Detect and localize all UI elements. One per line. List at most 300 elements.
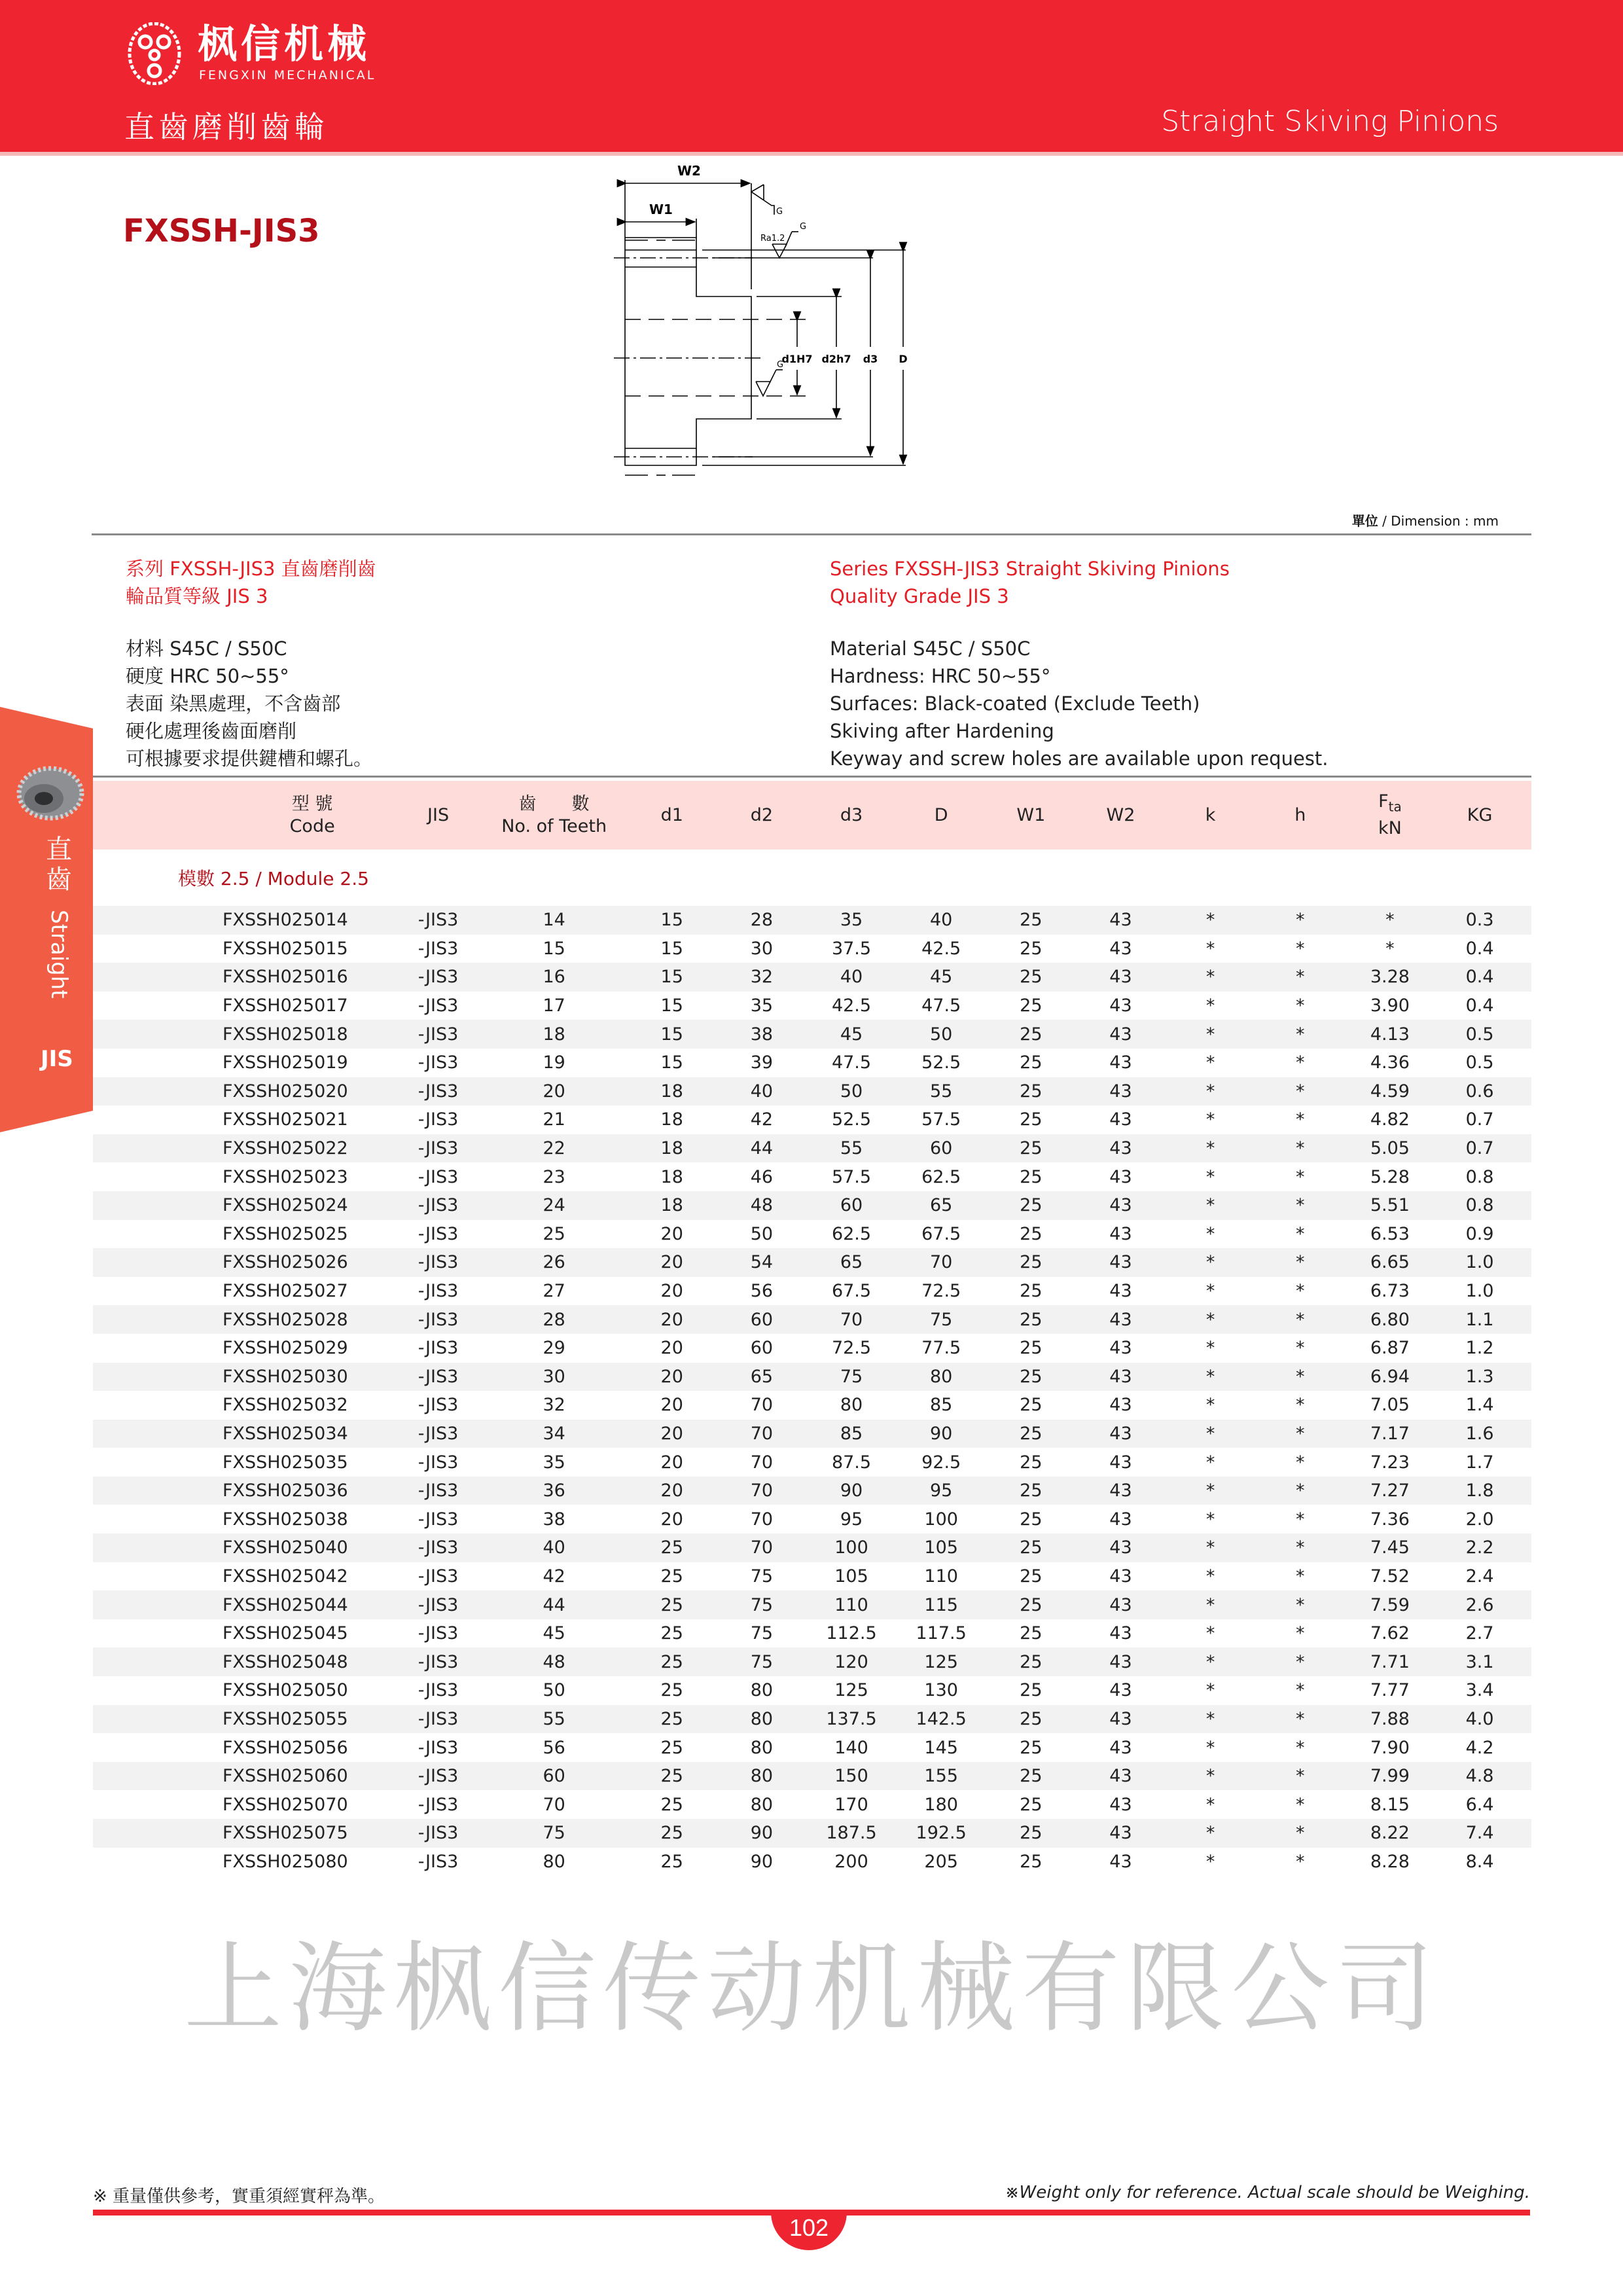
cell-h: * — [1296, 1823, 1305, 1844]
desc-cn-hardness: 硬度 HRC 50~55° — [126, 665, 289, 687]
cell-d1: 20 — [660, 1395, 683, 1416]
th-D: D — [934, 804, 948, 825]
cell-h: * — [1296, 1794, 1305, 1815]
cell-w1: 25 — [1020, 1138, 1043, 1159]
table-row — [93, 1191, 1531, 1220]
cell-d2: 40 — [750, 1081, 774, 1102]
cell-k: * — [1205, 1281, 1215, 1302]
cell-h: * — [1296, 1223, 1305, 1244]
cell-w2: 43 — [1109, 1338, 1132, 1359]
cell-k: * — [1205, 1423, 1215, 1444]
cell-code: FXSSH025015 — [223, 938, 348, 959]
cell-teeth: 23 — [543, 1166, 565, 1187]
cell-fta: 7.52 — [1370, 1566, 1410, 1587]
cell-jis: -JIS3 — [418, 996, 459, 1016]
cell-jis: -JIS3 — [418, 1338, 459, 1359]
cell-k: * — [1205, 1708, 1215, 1729]
th-fta-sub: ta — [1388, 798, 1402, 815]
cell-kg: 0.3 — [1465, 910, 1494, 931]
cell-d1: 20 — [660, 1281, 683, 1302]
cell-code: FXSSH025017 — [223, 996, 348, 1016]
table-row — [93, 1448, 1531, 1477]
cell-fta: 7.62 — [1370, 1623, 1410, 1644]
cell-d3: 125 — [834, 1680, 868, 1701]
cell-kg: 6.4 — [1465, 1794, 1494, 1815]
cell-w2: 43 — [1109, 1594, 1132, 1615]
cell-code: FXSSH025025 — [223, 1223, 348, 1244]
cell-w2: 43 — [1109, 1109, 1132, 1130]
table-row — [93, 1105, 1531, 1134]
cell-code: FXSSH025019 — [223, 1052, 348, 1073]
cell-d1: 25 — [660, 1623, 683, 1644]
cell-kg: 8.4 — [1465, 1851, 1494, 1872]
cell-teeth: 45 — [543, 1623, 565, 1644]
label-d1: d1H7 — [781, 353, 813, 365]
cell-w2: 43 — [1109, 1195, 1132, 1216]
cell-h: * — [1296, 1566, 1305, 1587]
cell-h: * — [1296, 938, 1305, 959]
cell-jis: -JIS3 — [418, 1423, 459, 1444]
cell-k: * — [1205, 1680, 1215, 1701]
cell-code: FXSSH025056 — [223, 1737, 348, 1758]
desc-en-hardness: Hardness: HRC 50~55° — [830, 665, 1051, 687]
cell-D: 57.5 — [921, 1109, 961, 1130]
brand-name-cn: 枫信机械 — [198, 22, 370, 67]
cell-w1: 25 — [1020, 1708, 1043, 1729]
desc-en-material: Material S45C / S50C — [830, 637, 1031, 660]
cell-h: * — [1296, 1166, 1305, 1187]
cell-teeth: 56 — [543, 1737, 565, 1758]
cell-w2: 43 — [1109, 938, 1132, 959]
cell-code: FXSSH025016 — [223, 967, 348, 988]
cell-w1: 25 — [1020, 996, 1043, 1016]
table-row — [93, 935, 1531, 963]
table-row — [93, 1590, 1531, 1619]
cell-teeth: 14 — [543, 910, 565, 931]
cell-d1: 15 — [660, 1024, 683, 1045]
cell-d2: 48 — [750, 1195, 774, 1216]
pinion-dimension-diagram — [589, 151, 1047, 543]
cell-k: * — [1205, 938, 1215, 959]
cell-d3: 40 — [840, 967, 863, 988]
cell-code: FXSSH025014 — [223, 910, 348, 931]
table-row — [93, 1162, 1531, 1191]
cell-jis: -JIS3 — [418, 1566, 459, 1587]
cell-jis: -JIS3 — [418, 967, 459, 988]
brand-name-en: FENGXIN MECHANICAL — [199, 68, 376, 82]
th-w2: W2 — [1106, 804, 1135, 825]
cell-jis: -JIS3 — [418, 1395, 459, 1416]
cell-d2: 80 — [750, 1680, 774, 1701]
cell-k: * — [1205, 1823, 1215, 1844]
cell-d1: 20 — [660, 1423, 683, 1444]
cell-h: * — [1296, 1024, 1305, 1045]
cell-d3: 75 — [840, 1366, 863, 1387]
cell-d3: 110 — [834, 1594, 868, 1615]
cell-teeth: 80 — [543, 1851, 565, 1872]
cell-D: 145 — [924, 1737, 958, 1758]
cell-d2: 32 — [750, 967, 774, 988]
cell-fta: * — [1385, 938, 1395, 959]
cell-k: * — [1205, 1537, 1215, 1558]
side-tab-cn-2: 齒 — [46, 865, 72, 895]
cell-fta: * — [1385, 910, 1395, 931]
th-jis: JIS — [427, 804, 450, 825]
cell-teeth: 75 — [543, 1823, 565, 1844]
cell-d1: 25 — [660, 1651, 683, 1672]
cell-d2: 80 — [750, 1708, 774, 1729]
cell-fta: 7.36 — [1370, 1509, 1410, 1530]
cell-d1: 25 — [660, 1823, 683, 1844]
cell-jis: -JIS3 — [418, 1452, 459, 1473]
cell-code: FXSSH025044 — [223, 1594, 348, 1615]
cell-d1: 25 — [660, 1566, 683, 1587]
cell-d2: 90 — [750, 1823, 774, 1844]
cell-w2: 43 — [1109, 910, 1132, 931]
table-row — [93, 1676, 1531, 1705]
table-row — [93, 1334, 1531, 1363]
cell-kg: 2.7 — [1465, 1623, 1494, 1644]
cell-k: * — [1205, 1566, 1215, 1587]
cell-d2: 46 — [750, 1166, 774, 1187]
cell-d2: 38 — [750, 1024, 774, 1045]
cell-d1: 20 — [660, 1366, 683, 1387]
cell-jis: -JIS3 — [418, 1195, 459, 1216]
table-body — [93, 906, 1531, 1876]
cell-w2: 43 — [1109, 1766, 1132, 1787]
desc-en-grade: Quality Grade JIS 3 — [830, 585, 1009, 607]
cell-d3: 112.5 — [826, 1623, 877, 1644]
table-row — [93, 1277, 1531, 1306]
cell-h: * — [1296, 1651, 1305, 1672]
cell-D: 130 — [924, 1680, 958, 1701]
cell-k: * — [1205, 1223, 1215, 1244]
table-row — [93, 1363, 1531, 1391]
cell-h: * — [1296, 1309, 1305, 1330]
cell-w1: 25 — [1020, 1623, 1043, 1644]
cell-w2: 43 — [1109, 1166, 1132, 1187]
side-tab-jis: JIS — [41, 1046, 73, 1072]
table-row — [93, 1049, 1531, 1077]
th-d3: d3 — [840, 804, 863, 825]
cell-h: * — [1296, 1338, 1305, 1359]
cell-d2: 56 — [750, 1281, 774, 1302]
cell-fta: 4.59 — [1370, 1081, 1410, 1102]
cell-fta: 4.13 — [1370, 1024, 1410, 1045]
cell-fta: 5.28 — [1370, 1166, 1410, 1187]
cell-D: 52.5 — [921, 1052, 961, 1073]
cell-teeth: 30 — [543, 1366, 565, 1387]
cell-w2: 43 — [1109, 1309, 1132, 1330]
watermark — [93, 1898, 1531, 2094]
cell-k: * — [1205, 996, 1215, 1016]
cell-kg: 1.3 — [1465, 1366, 1494, 1387]
cell-d3: 35 — [840, 910, 863, 931]
cell-h: * — [1296, 1452, 1305, 1473]
cell-k: * — [1205, 1395, 1215, 1416]
cell-teeth: 38 — [543, 1509, 565, 1530]
cell-teeth: 20 — [543, 1081, 565, 1102]
cell-k: * — [1205, 1166, 1215, 1187]
cell-w2: 43 — [1109, 1737, 1132, 1758]
cell-d2: 35 — [750, 996, 774, 1016]
module-row — [93, 850, 1531, 906]
cell-k: * — [1205, 967, 1215, 988]
cell-d1: 15 — [660, 996, 683, 1016]
cell-h: * — [1296, 1708, 1305, 1729]
cell-kg: 0.9 — [1465, 1223, 1494, 1244]
cell-D: 70 — [929, 1252, 953, 1273]
cell-fta: 7.99 — [1370, 1766, 1410, 1787]
cell-d1: 20 — [660, 1223, 683, 1244]
cell-d1: 18 — [660, 1081, 683, 1102]
cell-D: 110 — [924, 1566, 958, 1587]
cell-d1: 18 — [660, 1195, 683, 1216]
cell-h: * — [1296, 1680, 1305, 1701]
desc-en-series: Series FXSSH-JIS3 Straight Skiving Pinions — [830, 558, 1230, 580]
th-fta — [1352, 791, 1428, 840]
cell-D: 92.5 — [921, 1452, 961, 1473]
cell-jis: -JIS3 — [418, 1309, 459, 1330]
cell-code: FXSSH025021 — [223, 1109, 348, 1130]
divider-top — [92, 533, 1531, 535]
cell-code: FXSSH025050 — [223, 1680, 348, 1701]
cell-w1: 25 — [1020, 1195, 1043, 1216]
th-teeth-cn: 齒 數 — [518, 793, 590, 814]
cell-d3: 85 — [840, 1423, 863, 1444]
cell-d3: 150 — [834, 1766, 868, 1787]
cell-d3: 52.5 — [831, 1109, 872, 1130]
cell-jis: -JIS3 — [418, 1281, 459, 1302]
cell-kg: 0.4 — [1465, 996, 1494, 1016]
cell-w2: 43 — [1109, 1252, 1132, 1273]
cell-fta: 7.45 — [1370, 1537, 1410, 1558]
cell-kg: 1.6 — [1465, 1423, 1494, 1444]
cell-w1: 25 — [1020, 1566, 1043, 1587]
desc-en-keyway: Keyway and screw holes are available upon request. — [830, 747, 1329, 770]
cell-w2: 43 — [1109, 1281, 1132, 1302]
table-row — [93, 1848, 1531, 1876]
cell-h: * — [1296, 1480, 1305, 1501]
cell-jis: -JIS3 — [418, 938, 459, 959]
cell-d3: 42.5 — [831, 996, 872, 1016]
cell-d2: 80 — [750, 1766, 774, 1787]
cell-d3: 90 — [840, 1480, 863, 1501]
table-row — [93, 1420, 1531, 1448]
desc-en-process: Skiving after Hardening — [830, 720, 1054, 742]
cell-D: 155 — [924, 1766, 958, 1787]
cell-d2: 42 — [750, 1109, 774, 1130]
cell-d1: 20 — [660, 1338, 683, 1359]
cell-w1: 25 — [1020, 1766, 1043, 1787]
cell-d3: 100 — [834, 1537, 868, 1558]
cell-w2: 43 — [1109, 1223, 1132, 1244]
cell-k: * — [1205, 1623, 1215, 1644]
cell-jis: -JIS3 — [418, 1024, 459, 1045]
cell-h: * — [1296, 1366, 1305, 1387]
cell-d3: 105 — [834, 1566, 868, 1587]
cell-k: * — [1205, 1480, 1215, 1501]
cell-d3: 170 — [834, 1794, 868, 1815]
cell-kg: 0.7 — [1465, 1138, 1494, 1159]
cell-teeth: 18 — [543, 1024, 565, 1045]
cell-w2: 43 — [1109, 1452, 1132, 1473]
cell-code: FXSSH025038 — [223, 1509, 348, 1530]
cell-d1: 15 — [660, 938, 683, 959]
cell-w2: 43 — [1109, 1081, 1132, 1102]
cell-w2: 43 — [1109, 1823, 1132, 1844]
cell-code: FXSSH025026 — [223, 1252, 348, 1273]
cell-jis: -JIS3 — [418, 1766, 459, 1787]
cell-fta: 4.36 — [1370, 1052, 1410, 1073]
cell-jis: -JIS3 — [418, 1651, 459, 1672]
cell-k: * — [1205, 1366, 1215, 1387]
cell-k: * — [1205, 1651, 1215, 1672]
cell-teeth: 25 — [543, 1223, 565, 1244]
cell-w2: 43 — [1109, 1024, 1132, 1045]
cell-w2: 43 — [1109, 1680, 1132, 1701]
cell-w1: 25 — [1020, 1166, 1043, 1187]
cell-kg: 1.1 — [1465, 1309, 1494, 1330]
cell-teeth: 36 — [543, 1480, 565, 1501]
cell-kg: 1.7 — [1465, 1452, 1494, 1473]
table-row — [93, 1134, 1531, 1163]
cell-code: FXSSH025036 — [223, 1480, 348, 1501]
table-row — [93, 1305, 1531, 1334]
cell-w2: 43 — [1109, 996, 1132, 1016]
footnote-cn: ※ 重量僅供參考，實重須經實秤為準。 — [93, 2187, 385, 2206]
cell-d2: 70 — [750, 1537, 774, 1558]
table-row — [93, 1562, 1531, 1591]
cell-jis: -JIS3 — [418, 1109, 459, 1130]
cell-d3: 95 — [840, 1509, 863, 1530]
cell-d1: 15 — [660, 1052, 683, 1073]
cell-w1: 25 — [1020, 1423, 1043, 1444]
label-d3: d3 — [863, 353, 878, 365]
table-row — [93, 1705, 1531, 1734]
table-row — [93, 1477, 1531, 1505]
cell-D: 40 — [929, 910, 953, 931]
cell-d3: 67.5 — [831, 1281, 872, 1302]
cell-w2: 43 — [1109, 1851, 1132, 1872]
cell-d2: 90 — [750, 1851, 774, 1872]
desc-cn-surface: 表面 染黑處理，不含齒部 — [126, 692, 341, 715]
header-title-cn: 直齒磨削齒輪 — [124, 109, 329, 145]
cell-d2: 75 — [750, 1594, 774, 1615]
cell-fta: 7.71 — [1370, 1651, 1410, 1672]
cell-d2: 60 — [750, 1338, 774, 1359]
cell-h: * — [1296, 1623, 1305, 1644]
cell-jis: -JIS3 — [418, 1594, 459, 1615]
cell-fta: 8.15 — [1370, 1794, 1410, 1815]
desc-cn-series: 系列 FXSSH-JIS3 直齒磨削齒 — [126, 558, 376, 580]
cell-teeth: 44 — [543, 1594, 565, 1615]
cell-code: FXSSH025024 — [223, 1195, 348, 1216]
table-row — [93, 1619, 1531, 1648]
cell-D: 75 — [929, 1309, 953, 1330]
cell-h: * — [1296, 1851, 1305, 1872]
label-g-ra: G — [800, 222, 807, 232]
cell-w1: 25 — [1020, 1252, 1043, 1273]
cell-w1: 25 — [1020, 1651, 1043, 1672]
cell-fta: 6.53 — [1370, 1223, 1410, 1244]
cell-teeth: 29 — [543, 1338, 565, 1359]
cell-h: * — [1296, 1109, 1305, 1130]
cell-d3: 45 — [840, 1024, 863, 1045]
module-label: 模數 2.5 / Module 2.5 — [178, 868, 369, 889]
cell-d1: 25 — [660, 1594, 683, 1615]
th-fta-main: F — [1378, 791, 1389, 812]
cell-d3: 80 — [840, 1395, 863, 1416]
cell-fta: 7.27 — [1370, 1480, 1410, 1501]
cell-d2: 75 — [750, 1651, 774, 1672]
cell-kg: 2.6 — [1465, 1594, 1494, 1615]
th-code-en: Code — [289, 816, 335, 836]
cell-jis: -JIS3 — [418, 1623, 459, 1644]
cell-k: * — [1205, 1338, 1215, 1359]
cell-k: * — [1205, 1766, 1215, 1787]
cell-h: * — [1296, 996, 1305, 1016]
cell-d2: 39 — [750, 1052, 774, 1073]
cell-jis: -JIS3 — [418, 1052, 459, 1073]
cell-teeth: 34 — [543, 1423, 565, 1444]
table-row — [93, 1534, 1531, 1562]
cell-D: 85 — [929, 1395, 953, 1416]
cell-teeth: 24 — [543, 1195, 565, 1216]
unit-label — [1352, 511, 1499, 529]
cell-d3: 87.5 — [831, 1452, 872, 1473]
cell-D: 90 — [929, 1423, 953, 1444]
cell-d2: 28 — [750, 910, 774, 931]
cell-teeth: 32 — [543, 1395, 565, 1416]
cell-h: * — [1296, 1052, 1305, 1073]
cell-code: FXSSH025018 — [223, 1024, 348, 1045]
cell-fta: 6.73 — [1370, 1281, 1410, 1302]
cell-k: * — [1205, 910, 1215, 931]
cell-d3: 57.5 — [831, 1166, 872, 1187]
cell-d2: 75 — [750, 1566, 774, 1587]
cell-teeth: 21 — [543, 1109, 565, 1130]
cell-jis: -JIS3 — [418, 1680, 459, 1701]
cell-d3: 50 — [840, 1081, 863, 1102]
cell-kg: 7.4 — [1465, 1823, 1494, 1844]
th-teeth-en: No. of Teeth — [501, 816, 607, 836]
cell-jis: -JIS3 — [418, 1252, 459, 1273]
cell-d3: 60 — [840, 1195, 863, 1216]
cell-d2: 70 — [750, 1423, 774, 1444]
cell-jis: -JIS3 — [418, 1737, 459, 1758]
cell-h: * — [1296, 1423, 1305, 1444]
table-row — [93, 1505, 1531, 1534]
side-tab-en: Straight — [46, 910, 72, 999]
cell-fta: 5.51 — [1370, 1195, 1410, 1216]
cell-code: FXSSH025035 — [223, 1452, 348, 1473]
table-row — [93, 1248, 1531, 1277]
cell-code: FXSSH025032 — [223, 1395, 348, 1416]
cell-fta: 3.90 — [1370, 996, 1410, 1016]
cell-kg: 1.2 — [1465, 1338, 1494, 1359]
page-number: 102 — [771, 2210, 847, 2250]
th-h: h — [1294, 804, 1306, 825]
cell-k: * — [1205, 1452, 1215, 1473]
cell-teeth: 55 — [543, 1708, 565, 1729]
cell-jis: -JIS3 — [418, 910, 459, 931]
cell-h: * — [1296, 1594, 1305, 1615]
cell-kg: 0.8 — [1465, 1166, 1494, 1187]
cell-h: * — [1296, 1737, 1305, 1758]
cell-teeth: 26 — [543, 1252, 565, 1273]
cell-d2: 44 — [750, 1138, 774, 1159]
